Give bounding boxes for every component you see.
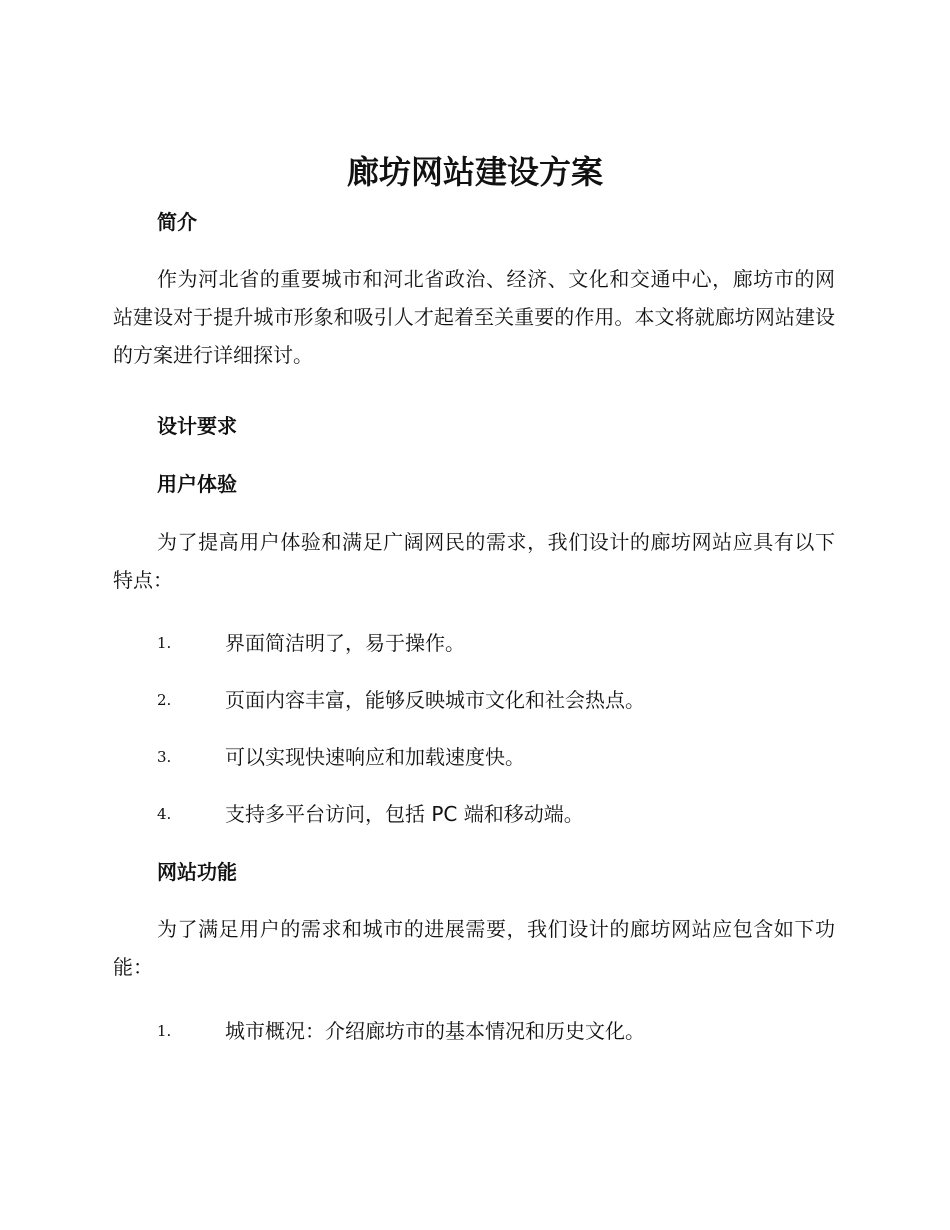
section-heading-features: 网站功能	[157, 860, 237, 884]
document-title: 廊坊网站建设方案	[346, 153, 603, 191]
list-number: 2.	[157, 691, 172, 709]
list-number: 1.	[157, 634, 172, 652]
list-item	[157, 1016, 857, 1046]
list-item	[157, 628, 857, 658]
section-heading-intro: 简介	[157, 210, 197, 234]
list-text: 支持多平台访问，包括 PC 端和移动端。	[225, 802, 584, 826]
section-heading-design: 设计要求	[157, 414, 237, 438]
list-number: 3.	[157, 748, 172, 766]
features-paragraph: 为了满足用户的需求和城市的进展需要，我们设计的廊坊网站应包含如下功能：	[113, 917, 835, 979]
list-text: 城市概况：介绍廊坊市的基本情况和历史文化。	[225, 1019, 645, 1043]
intro-paragraph: 作为河北省的重要城市和河北省政治、经济、文化和交通中心，廊坊市的网站建设对于提升城市形象和吸引人才起着至关重要的作用。本文将就廊坊网站建设的方案进行详细探讨。	[113, 267, 835, 367]
section-heading-ux: 用户体验	[157, 472, 237, 496]
list-item	[157, 799, 857, 829]
list-text: 界面简洁明了，易于操作。	[225, 631, 465, 655]
list-item	[157, 685, 857, 715]
list-text: 页面内容丰富，能够反映城市文化和社会热点。	[225, 688, 645, 712]
list-number: 1.	[157, 1022, 172, 1040]
list-item	[157, 742, 857, 772]
list-text: 可以实现快速响应和加载速度快。	[225, 745, 525, 769]
list-number: 4.	[157, 805, 172, 823]
ux-paragraph: 为了提高用户体验和满足广阔网民的需求，我们设计的廊坊网站应具有以下特点：	[113, 530, 835, 592]
